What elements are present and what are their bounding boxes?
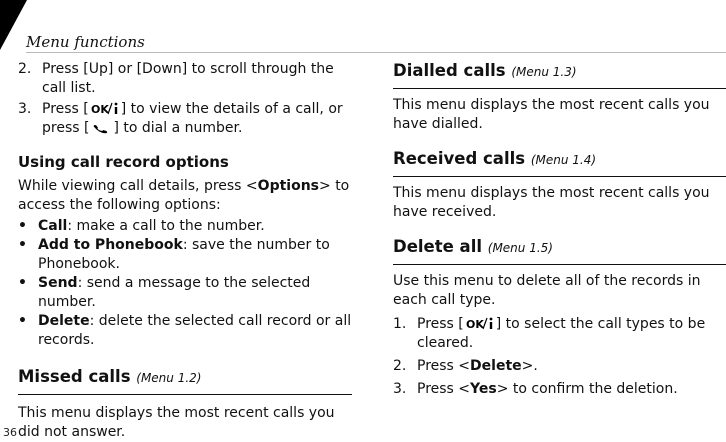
option-bullet: • Add to Phonebook: save the number to Phonebook. bbox=[18, 237, 330, 272]
section-heading-dialled-calls bbox=[393, 60, 726, 89]
bullet-term: Send bbox=[38, 275, 78, 291]
intro-pre: While viewing call details, press < bbox=[18, 178, 258, 194]
step-text-pre: Press [ bbox=[417, 316, 464, 332]
bullet-desc: : delete the selected call record or all records. bbox=[38, 313, 352, 348]
section-title: Missed calls bbox=[18, 367, 131, 386]
options-intro bbox=[18, 177, 352, 215]
left-column bbox=[18, 60, 352, 442]
menu-ref: (Menu 1.3) bbox=[511, 65, 577, 79]
ok-i-key-icon bbox=[466, 316, 494, 331]
step-text-bold: Yes bbox=[470, 381, 497, 397]
menu-ref: (Menu 1.2) bbox=[136, 371, 202, 385]
header-corner-mark bbox=[0, 0, 27, 50]
intro-bold: Options bbox=[257, 178, 320, 194]
step-3 bbox=[18, 100, 352, 138]
delete-step-1 bbox=[393, 315, 726, 353]
step-number: 2. bbox=[393, 358, 407, 374]
step-text-post: > to confirm the deletion. bbox=[496, 381, 678, 397]
intro-post: > to access the following options: bbox=[18, 178, 350, 213]
step-text-pre: Press [ bbox=[42, 101, 89, 117]
section-title: Dialled calls bbox=[393, 61, 506, 80]
step-text: Press [Up] or [Down] to scroll through the call list. bbox=[42, 61, 334, 96]
bullet-term: Delete bbox=[38, 313, 90, 329]
section-heading-delete-all bbox=[393, 236, 726, 265]
section-title: Received calls bbox=[393, 149, 526, 168]
section-heading-missed-calls bbox=[18, 366, 352, 395]
step-text-post: ] to select the call types to be cleared. bbox=[417, 316, 706, 351]
header-rule bbox=[26, 52, 726, 53]
step-number: 3. bbox=[393, 381, 407, 397]
menu-ref: (Menu 1.5) bbox=[487, 241, 553, 255]
step-text-bold: Delete bbox=[470, 358, 522, 374]
options-heading: Using call record options bbox=[18, 153, 229, 171]
step-text-post: >. bbox=[521, 358, 538, 374]
right-column bbox=[393, 60, 726, 399]
section-body: This menu displays the most recent calls you have received. bbox=[393, 185, 710, 220]
step-text-pre: Press < bbox=[417, 358, 471, 374]
option-bullet: • Call: make a call to the number. bbox=[18, 218, 265, 234]
bullet-desc: : send a message to the selected number. bbox=[38, 275, 311, 310]
option-bullet: • Delete: delete the selected call record or all records. bbox=[18, 313, 352, 348]
section-body: This menu displays the most recent calls you have dialled. bbox=[393, 97, 710, 132]
page-number: 36 bbox=[3, 426, 17, 439]
bullet-term: Call bbox=[38, 218, 68, 234]
step-number: 2. bbox=[18, 61, 32, 77]
section-body: Use this menu to delete all of the records in each call type. bbox=[393, 273, 701, 308]
svg-text:OK: OK bbox=[465, 318, 484, 331]
svg-text:OK: OK bbox=[90, 103, 109, 116]
ok-i-key-icon bbox=[91, 101, 119, 116]
phone-send-key-icon bbox=[91, 120, 111, 135]
step-number: 3. bbox=[18, 101, 32, 117]
bullet-term: Add to Phonebook bbox=[38, 237, 183, 253]
section-body: This menu displays the most recent calls you did not answer. bbox=[18, 405, 335, 440]
step-text-pre: Press < bbox=[417, 381, 471, 397]
page-header-title: Menu functions bbox=[26, 33, 145, 51]
step-2 bbox=[18, 60, 352, 98]
step-number: 1. bbox=[393, 316, 407, 332]
option-bullet: • Send: send a message to the selected number. bbox=[18, 275, 311, 310]
delete-step-3 bbox=[393, 380, 726, 399]
step-text-mid: ] to view the details of a call, or press [ bbox=[42, 101, 343, 136]
section-title: Delete all bbox=[393, 237, 483, 256]
bullet-desc: : save the number to Phonebook. bbox=[38, 237, 330, 272]
step-text-post: ] to dial a number. bbox=[113, 120, 243, 136]
bullet-desc: : make a call to the number. bbox=[67, 218, 265, 234]
delete-step-2 bbox=[393, 357, 726, 376]
menu-ref: (Menu 1.4) bbox=[530, 153, 597, 167]
section-heading-received-calls bbox=[393, 148, 726, 177]
